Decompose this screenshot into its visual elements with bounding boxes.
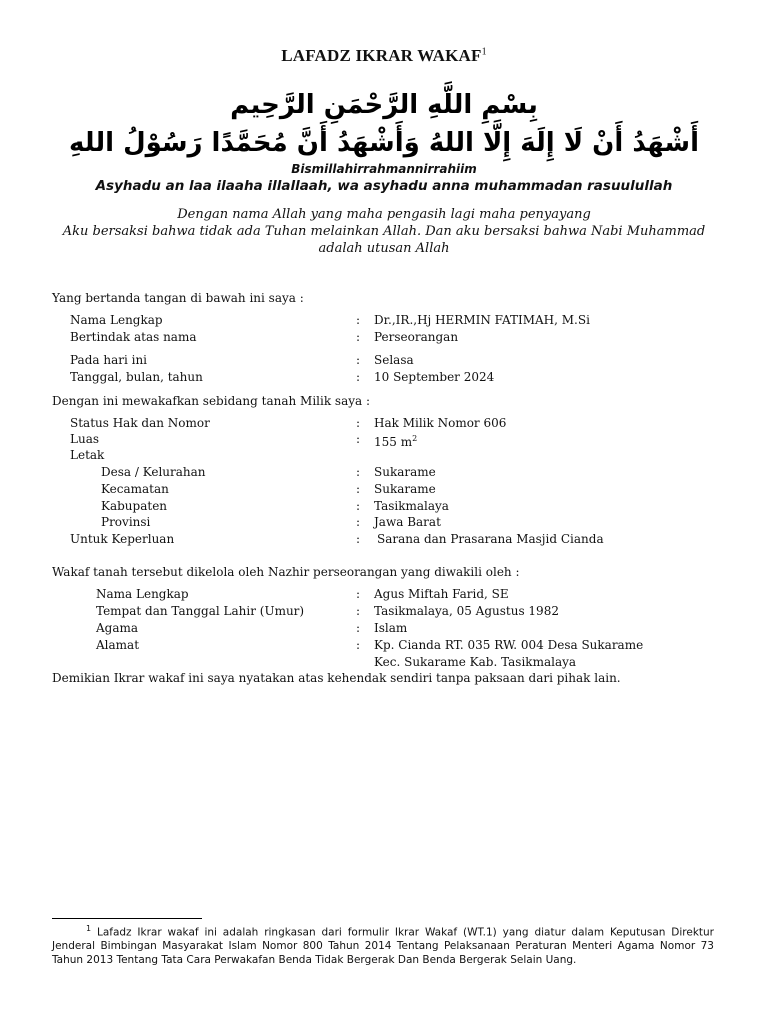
separator: : <box>356 432 361 446</box>
title-footnote-mark: 1 <box>481 46 487 58</box>
land-area-number: 155 m <box>374 435 413 449</box>
nazhir-religion-value: Islam <box>374 621 408 635</box>
translation-shahada: Aku bersaksi bahwa tidak ada Tuhan melainkan Allah. Dan aku bersaksi bahwa Nabi Muhammad adalah utusan Allah <box>62 224 706 256</box>
signer-acting-label: Bertindak atas nama <box>70 330 197 344</box>
land-district-label: Kecamatan <box>101 482 169 496</box>
separator: : <box>356 499 361 513</box>
nazhir-birth-value: Tasikmalaya, 05 Agustus 1982 <box>374 604 559 618</box>
translation-basmalah: Dengan nama Allah yang maha pengasih lagi maha penyayang <box>177 207 591 222</box>
land-intro: Dengan ini mewakafkan sebidang tanah Milik saya : <box>52 394 371 408</box>
land-area-unit-sup: 2 <box>412 434 418 443</box>
land-area-label: Luas <box>70 432 100 446</box>
nazhir-name-label: Nama Lengkap <box>96 587 189 601</box>
signer-acting-value: Perseorangan <box>374 330 459 344</box>
footnote-divider <box>52 918 202 919</box>
land-regency-value: Tasikmalaya <box>374 499 449 513</box>
separator: : <box>356 330 361 344</box>
separator: : <box>356 370 361 384</box>
land-district-value: Sukarame <box>374 482 436 496</box>
signer-day-label: Pada hari ini <box>70 353 148 367</box>
land-location-label: Letak <box>70 448 105 462</box>
separator: : <box>356 416 361 430</box>
footnote-mark: 1 <box>86 924 92 933</box>
land-status-label: Status Hak dan Nomor <box>70 416 210 430</box>
signer-name-label: Nama Lengkap <box>70 313 163 327</box>
nazhir-address-line1: Kp. Cianda RT. 035 RW. 004 Desa Sukarame <box>374 638 644 652</box>
closing-statement: Demikian Ikrar wakaf ini saya nyatakan atas kehendak sendiri tanpa paksaan dari pihak lain. <box>52 671 621 685</box>
land-village-label: Desa / Kelurahan <box>101 465 206 479</box>
separator: : <box>356 587 361 601</box>
land-regency-label: Kabupaten <box>101 499 168 513</box>
nazhir-name-value: Agus Miftah Farid, SE <box>374 587 509 601</box>
footnote-text: Lafadz Ikrar wakaf ini adalah ringkasan dari formulir Ikrar Wakaf (WT.1) yang diatur dalam Keputusan Direktur Jenderal Bimbingan Masyarakat Islam Nomor 800 Tahun 2014 Tentang Pelaksanaan Peraturan Menteri Agama Nomor 73 Tahun 2013 Tentang Tata Cara Perwakafan Benda Tidak Bergerak Dan Benda Bergerak Selain Uang. <box>52 926 715 966</box>
nazhir-address-label: Alamat <box>96 638 140 652</box>
arabic-shahada: أَشْهَدُ أَنْ لَا إِلَهَ إِلَّا اللهُ وَأَشْهَدُ أَنَّ مُحَمَّدًا رَسُوْلُ اللهِ <box>69 128 699 158</box>
separator: : <box>356 638 361 652</box>
latin-basmalah: Bismillahirrahmannirrahiim <box>291 162 477 176</box>
nazhir-religion-label: Agama <box>96 621 139 635</box>
land-area-value <box>374 431 417 450</box>
signer-date-label: Tanggal, bulan, tahun <box>70 370 203 384</box>
separator: : <box>356 604 361 618</box>
separator: : <box>356 532 361 546</box>
land-province-value: Jawa Barat <box>374 515 441 529</box>
land-status-value: Hak Milik Nomor 606 <box>374 416 507 430</box>
nazhir-birth-label: Tempat dan Tanggal Lahir (Umur) <box>96 604 305 618</box>
arabic-basmalah: بِسْمِ اللَّهِ الرَّحْمَنِ الرَّحِيم <box>230 90 538 120</box>
separator: : <box>356 621 361 635</box>
nazhir-address-line2: Kec. Sukarame Kab. Tasikmalaya <box>374 655 577 669</box>
latin-shahada: Asyhadu an laa ilaaha illallaah, wa asyhadu anna muhammadan rasuulullah <box>95 178 673 194</box>
nazhir-intro: Wakaf tanah tersebut dikelola oleh Nazhir perseorangan yang diwakili oleh : <box>52 565 520 579</box>
land-village-value: Sukarame <box>374 465 436 479</box>
land-purpose-label: Untuk Keperluan <box>70 532 175 546</box>
separator: : <box>356 515 361 529</box>
separator: : <box>356 313 361 327</box>
separator: : <box>356 482 361 496</box>
title-text: LAFADZ IKRAR WAKAF <box>281 46 482 65</box>
footnote <box>52 922 714 967</box>
signer-intro: Yang bertanda tangan di bawah ini saya : <box>52 291 304 305</box>
separator: : <box>356 465 361 479</box>
page-title <box>0 46 768 66</box>
separator: : <box>356 353 361 367</box>
signer-day-value: Selasa <box>374 353 414 367</box>
signer-name-value: Dr.,IR.,Hj HERMIN FATIMAH, M.Si <box>374 313 590 327</box>
signer-date-value: 10 September 2024 <box>374 370 495 384</box>
land-province-label: Provinsi <box>101 515 151 529</box>
land-purpose-value: Sarana dan Prasarana Masjid Cianda <box>377 532 604 546</box>
